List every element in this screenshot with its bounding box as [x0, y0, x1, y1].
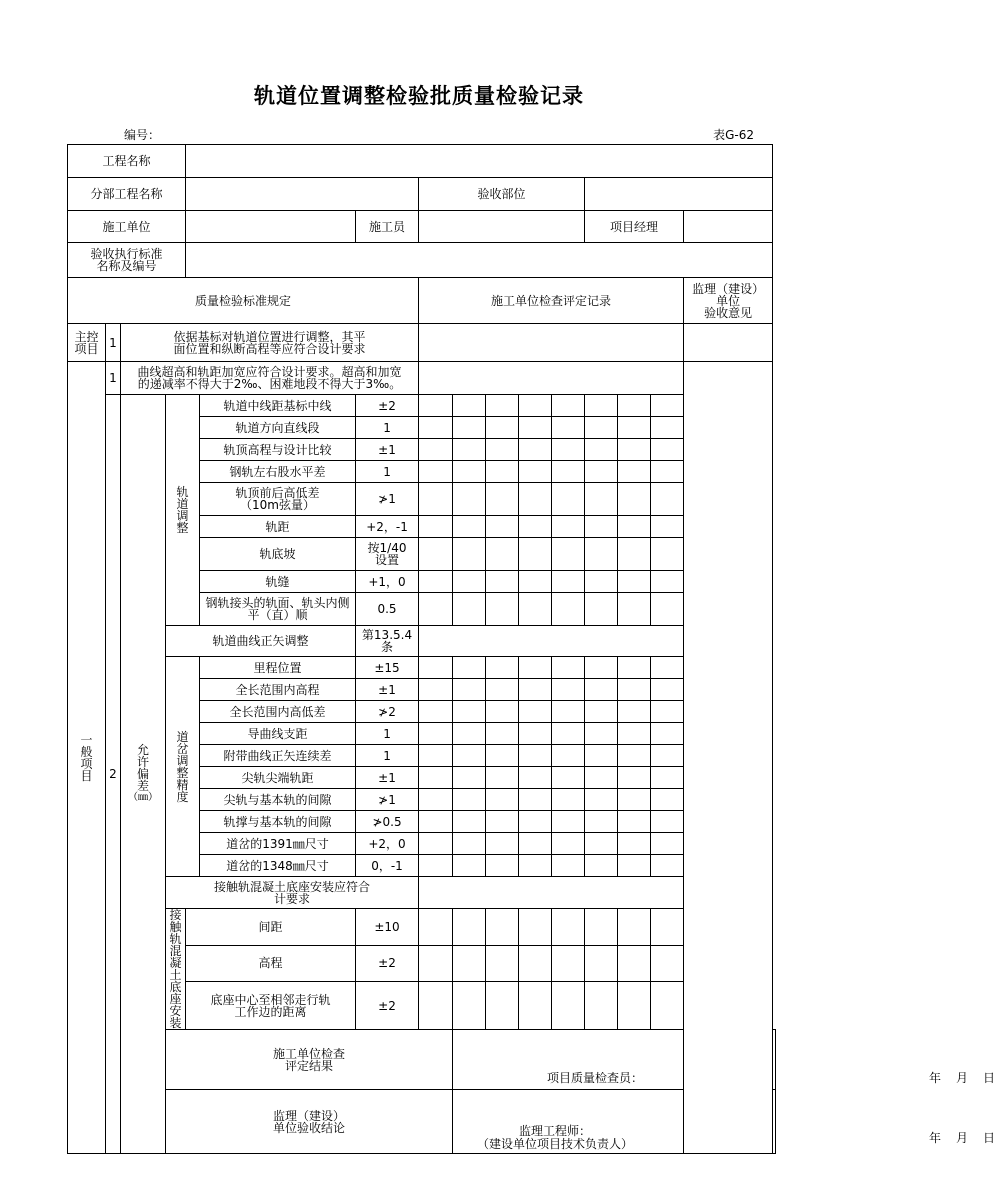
row-general-1 — [68, 362, 776, 395]
general-label: 一般项目 — [68, 362, 106, 1154]
main-control-record[interactable] — [419, 324, 684, 362]
row-contact-requirement — [68, 877, 776, 909]
supervision-year: 年 — [929, 1131, 942, 1145]
item-name: 轨缝 — [200, 571, 356, 593]
result-year: 年 — [929, 1071, 942, 1085]
item-name: 全长范围内高程 — [200, 679, 356, 701]
track-group-label: 轨道调整 — [166, 395, 200, 626]
item-name: 全长范围内高低差 — [200, 701, 356, 723]
table-row — [68, 395, 776, 417]
item-name: 道岔的1391㎜尺寸 — [200, 833, 356, 855]
item-value: ±15 — [356, 657, 419, 679]
curve-adjust-value: 第13.5.4 条 — [356, 626, 419, 657]
item-value: ≯0.5 — [356, 811, 419, 833]
construction-unit-field[interactable] — [186, 211, 356, 243]
item-name: 尖轨尖端轨距 — [200, 767, 356, 789]
supervision-day: 日 — [983, 1131, 995, 1145]
row-standard — [68, 243, 776, 278]
main-control-text: 依据基标对轨道位置进行调整，其平 面位置和纵断高程等应符合设计要求 — [121, 324, 419, 362]
acceptance-part-label: 验收部位 — [419, 178, 585, 211]
general-item1-text: 曲线超高和轨距加宽应符合设计要求。超高和加宽 的递减率不得大于2‰、困难地段不得大于3‰。 — [121, 362, 419, 395]
main-control-supervisor[interactable] — [684, 324, 773, 362]
item-value: +2，0 — [356, 833, 419, 855]
item-name: 钢轨接头的轨面、轨头内侧 平（直）顺 — [200, 593, 356, 626]
item-value: ±1 — [356, 439, 419, 461]
project-name-field[interactable] — [186, 145, 773, 178]
constructor-label: 施工员 — [356, 211, 419, 243]
item-value: ±2 — [356, 945, 419, 982]
main-control-label: 主控 项目 — [68, 324, 106, 362]
item-name: 高程 — [186, 945, 356, 982]
item-name: 轨距 — [200, 516, 356, 538]
contact-requirement-record[interactable] — [419, 877, 684, 909]
item-name: 间距 — [186, 909, 356, 946]
main-control-no: 1 — [106, 324, 121, 362]
row-main-control — [68, 324, 776, 362]
general-item1-record[interactable] — [419, 362, 684, 395]
item-value: 1 — [356, 417, 419, 439]
supervision-label: 监理（建设） 单位验收结论 — [166, 1090, 453, 1154]
row-curve-adjust — [68, 626, 776, 657]
project-manager-field[interactable] — [684, 211, 773, 243]
construction-result-field[interactable] — [453, 1030, 995, 1090]
item-value: 0，-1 — [356, 855, 419, 877]
item-value: ≯2 — [356, 701, 419, 723]
item-name: 轨顶前后高低差 （10m弦量） — [200, 483, 356, 516]
curve-adjust-name: 轨道曲线正矢调整 — [166, 626, 356, 657]
item-value: ±1 — [356, 767, 419, 789]
record-column-header: 施工单位检查评定记录 — [419, 278, 684, 324]
item-name: 轨道方向直线段 — [200, 417, 356, 439]
table-row — [68, 909, 776, 946]
item-name: 轨道中线距基标中线 — [200, 395, 356, 417]
item-value: 1 — [356, 723, 419, 745]
row-column-header — [68, 278, 776, 324]
general-item1-no: 1 — [106, 362, 121, 395]
item-name: 轨撑与基本轨的间隙 — [200, 811, 356, 833]
item-name: 里程位置 — [200, 657, 356, 679]
item-name: 导曲线支距 — [200, 723, 356, 745]
row-supervision — [68, 1090, 776, 1154]
construction-result-label: 施工单位检查 评定结果 — [166, 1030, 453, 1090]
item-value: 0.5 — [356, 593, 419, 626]
item-name: 轨顶高程与设计比较 — [200, 439, 356, 461]
result-month: 月 — [956, 1071, 969, 1085]
construction-unit-label: 施工单位 — [68, 211, 186, 243]
allowance-label: 允许偏差 （㎜） — [121, 395, 166, 1154]
project-name-label: 工程名称 — [68, 145, 186, 178]
page-title: 轨道位置调整检验批质量检验记录 — [254, 84, 584, 108]
item-value: ±2 — [356, 395, 419, 417]
item-name: 道岔的1348㎜尺寸 — [200, 855, 356, 877]
project-manager-label: 项目经理 — [585, 211, 684, 243]
supervisor-column-header: 监理（建设） 单位 验收意见 — [684, 278, 773, 324]
inspector-label: 项目质量检查员： — [547, 1071, 644, 1085]
acceptance-part-field[interactable] — [585, 178, 773, 211]
supervision-field[interactable] — [453, 1090, 995, 1154]
result-day: 日 — [983, 1071, 995, 1085]
item-name: 尖轨与基本轨的间隙 — [200, 789, 356, 811]
form-code: 表G-62 — [713, 128, 754, 142]
item-value: 1 — [356, 461, 419, 483]
row-construction-result — [68, 1030, 776, 1090]
row-project-name — [68, 145, 776, 178]
item-value: 按1/40 设置 — [356, 538, 419, 571]
inspection-form — [67, 144, 995, 1154]
item-value: +2，-1 — [356, 516, 419, 538]
curve-adjust-record[interactable] — [419, 626, 684, 657]
sub-project-field[interactable] — [186, 178, 419, 211]
item-value: ±1 — [356, 679, 419, 701]
item-value: ±10 — [356, 909, 419, 946]
general-item2-no: 2 — [106, 395, 121, 1154]
standard-name-field[interactable] — [186, 243, 773, 278]
item-value: ≯1 — [356, 483, 419, 516]
supervision-month: 月 — [956, 1131, 969, 1145]
item-value: +1，0 — [356, 571, 419, 593]
row-construction-unit — [68, 211, 776, 243]
item-name: 钢轨左右股水平差 — [200, 461, 356, 483]
item-value: ≯1 — [356, 789, 419, 811]
item-name: 底座中心至相邻走行轨 工作边的距离 — [186, 982, 356, 1030]
item-name: 附带曲线正矢连续差 — [200, 745, 356, 767]
item-name: 轨底坡 — [200, 538, 356, 571]
engineer-label: 监理工程师： （建设单位项目技术负责人） — [477, 1124, 634, 1151]
sub-project-label: 分部工程名称 — [68, 178, 186, 211]
number-label: 编号： — [124, 128, 161, 142]
item-value: ±2 — [356, 982, 419, 1030]
standard-name-label: 验收执行标准 名称及编号 — [68, 243, 186, 278]
constructor-field[interactable] — [419, 211, 585, 243]
row-sub-project — [68, 178, 776, 211]
item-value: 1 — [356, 745, 419, 767]
turnout-group-label: 道岔调整精度 — [166, 657, 200, 877]
standard-column-header: 质量检验标准规定 — [68, 278, 419, 324]
contact-requirement-text: 接触轨混凝土底座安装应符合 计要求 — [166, 877, 419, 909]
table-row — [68, 657, 776, 679]
contact-group-label: 接触轨混凝土底座安装 — [166, 909, 186, 1030]
